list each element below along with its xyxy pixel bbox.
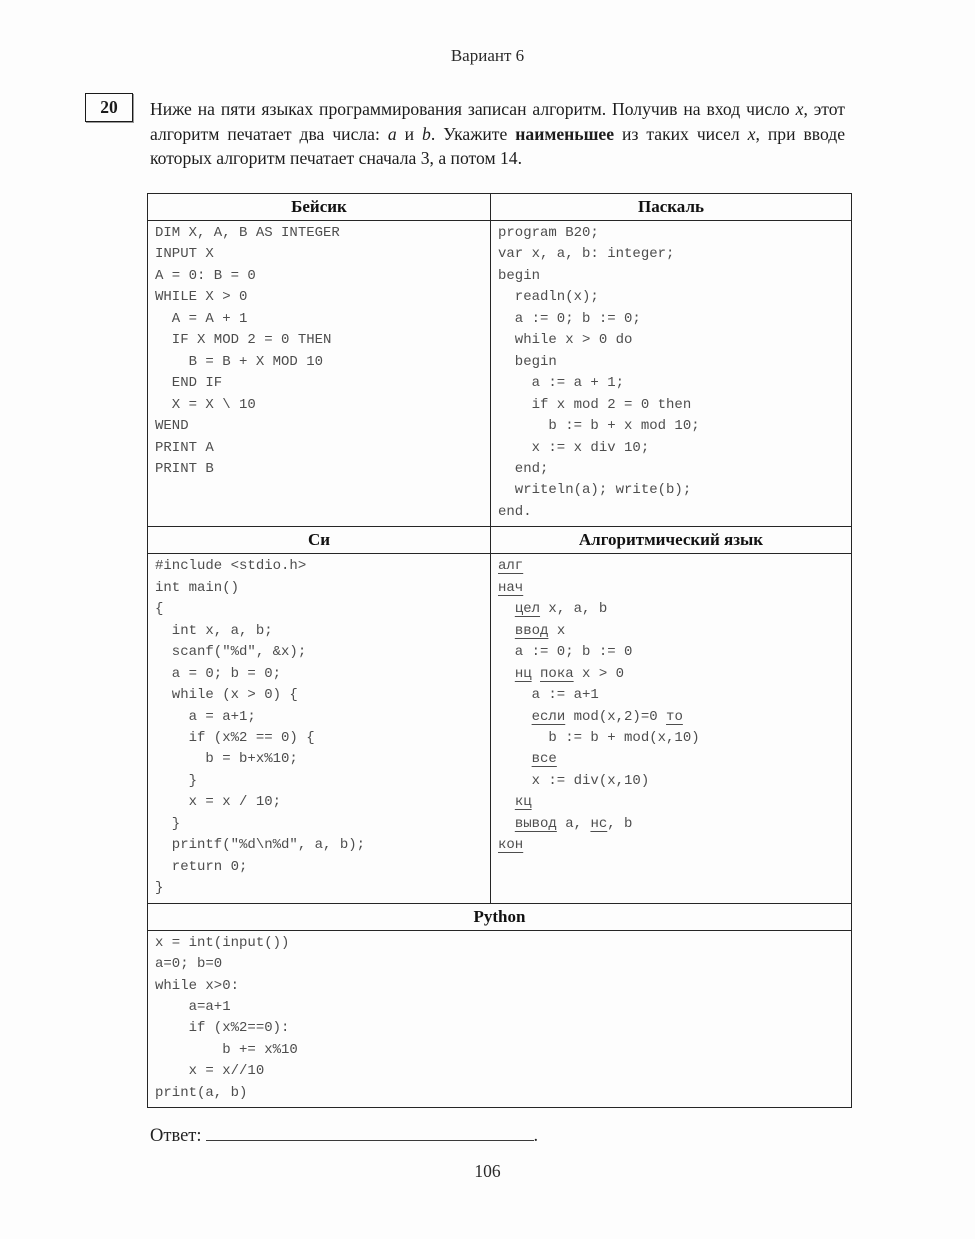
table-header-row-2 bbox=[148, 527, 852, 554]
task-number: 20 bbox=[100, 97, 118, 117]
pascal-code-cell bbox=[491, 221, 852, 527]
header-c: Си bbox=[148, 527, 491, 554]
header-python: Python bbox=[148, 903, 852, 930]
table-code-row-3 bbox=[148, 930, 852, 1108]
python-code-cell bbox=[148, 930, 852, 1108]
algorithmic-code-cell bbox=[491, 554, 852, 903]
header-basic: Бейсик bbox=[148, 194, 491, 221]
basic-code-cell bbox=[148, 221, 491, 527]
table-code-row-1 bbox=[148, 221, 852, 527]
algorithmic-code: алг нач цел x, a, b ввод x a := 0; b := 0 нц пока x > 0 a := a+1 если mod(x,2)=0 то b := b + mod(x,10) все x := div(x,10) кц вывод a, нс, b кон bbox=[498, 558, 700, 854]
c-code: #include <stdio.h> int main() { int x, a, b; scanf("%d", &x); a = 0; b = 0; while (x > 0) { a = a+1; if (x%2 == 0) { b = b+x%10; } x = x / 10; } printf("%d\n%d", a, b); return 0; } bbox=[155, 558, 366, 897]
answer-period: . bbox=[533, 1126, 539, 1146]
table-code-row-2 bbox=[148, 554, 852, 903]
header-pascal: Паскаль bbox=[491, 194, 852, 221]
answer-label: Ответ: bbox=[150, 1126, 202, 1146]
task-number-box bbox=[85, 93, 133, 122]
task-text: Ниже на пяти языках программирования записан алгоритм. Получив на вход число x, этот алгоритм печатает два числа: a и b. Укажите наименьшее из таких чисел x, при вводе которых алгоритм печатает сначала 3, а потом 14. bbox=[150, 99, 846, 169]
python-code: x = int(input()) a=0; b=0 while x>0: a=a+1 if (x%2==0): b += x%10 x = x//10 print(a, b) bbox=[155, 934, 298, 1101]
table-header-row-3 bbox=[148, 903, 852, 930]
table-header-row-1 bbox=[148, 194, 852, 221]
code-table bbox=[147, 193, 852, 1108]
basic-code: DIM X, A, B AS INTEGER INPUT X A = 0: B = 0 WHILE X > 0 A = A + 1 IF X MOD 2 = 0 THEN B = B + X MOD 10 END IF X = X \ 10 WEND PRINT A PRINT B bbox=[155, 225, 340, 477]
header-algorithmic: Алгоритмический язык bbox=[491, 527, 852, 554]
answer-row bbox=[150, 1122, 538, 1147]
c-code-cell bbox=[148, 554, 491, 903]
variant-header: Вариант 6 bbox=[450, 46, 525, 65]
answer-blank-line bbox=[206, 1122, 534, 1141]
pascal-code: program B20; var x, a, b: integer; begin readln(x); a := 0; b := 0; while x > 0 do begin a := a + 1; if x mod 2 = 0 then b := b + x mod 10; x := x div 10; end; writeln(a); write(b); end. bbox=[498, 225, 700, 520]
page-number: 106 bbox=[474, 1161, 501, 1181]
